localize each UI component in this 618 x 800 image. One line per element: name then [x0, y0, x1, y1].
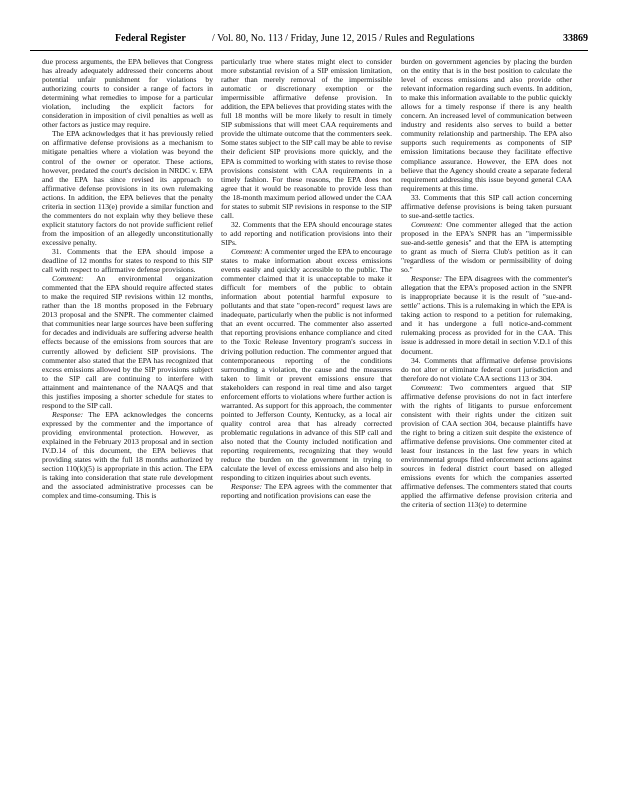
response-paragraph: [221, 482, 392, 500]
section-heading: 32. Comments that the EPA should encourage states to add reporting and notification provisions into their SIPs.: [221, 219, 392, 247]
response-paragraph: [401, 274, 572, 355]
response-text: The EPA agrees with the commenter that reporting and notification provisions can ease the: [221, 482, 392, 501]
comment-label: Comment:: [231, 246, 263, 256]
text-column-3: [401, 57, 572, 790]
paragraph: particularly true where states might elect to consider more substantial revision of a SIP emission limitation, rather than merely removal of the impermissible automatic or discretionary exemption or the impermissible affirmative defense provision. In addition, the EPA believes that providing states with the full 18 months will be more likely to result in timely SIP submissions that will meet CAA requirements and provide the ultimate outcome that the commenters seek. Some states subject to the SIP call may be able to revise their deficient SIP provisions more quickly, and the EPA is committed to working with states to revise those provisions consistent with CAA requirements in a timely fashion. For these reasons, the EPA does not agree that it would be reasonable to provide less than the 18-month maximum period allowed under the CAA for states to submit SIP revisions in response to the SIP call.: [221, 57, 392, 220]
comment-paragraph: [401, 383, 572, 510]
section-heading: 33. Comments that this SIP call action concerning affirmative defense provisions is being taken pursuant to sue-and-settle tactics.: [401, 192, 572, 220]
response-label: Response:: [411, 274, 443, 284]
comment-paragraph: [401, 220, 572, 274]
comment-text: One commenter alleged that the action proposed in the EPA's SNPR has an "impermissible sue-and-settle genesis" and that the EPA is attempting to grant as much of Sierra Club's petition as it can "regardless of the wisdom or permissibility of doing so.": [401, 219, 572, 275]
publication-title: Federal Register: [115, 33, 186, 44]
response-label: Response:: [52, 409, 84, 419]
response-paragraph: [42, 410, 213, 500]
text-column-2: [221, 57, 392, 790]
section-heading: 31. Comments that the EPA should impose a deadline of 12 months for states to respond to this SIP call with respect to affirmative defense provisions.: [42, 246, 213, 275]
issue-info: / Vol. 80, No. 113 / Friday, June 12, 2015 / Rules and Regulations: [212, 33, 475, 44]
page-header: [30, 33, 588, 47]
comment-label: Comment:: [411, 219, 443, 229]
response-label: Response:: [231, 482, 263, 492]
paragraph: burden on government agencies by placing the burden on the entity that is in the best position to calculate the level of excess emissions and also provide other relevant information regarding such events. In addition, to make this information available to the public quickly allows for a timely response if there is any health concern. An increased level of communication between industry and residents also serves to build a better community relationship and partnership. The EPA also supports such requirements as components of SIP emission limitations because they facilitate effective compliance assurance. However, the EPA does not believe that the Agency should create a separate federal requirement addressing this issue beyond general CAA requirements at this time.: [401, 57, 572, 193]
paragraph: due process arguments, the EPA believes that Congress has already adequately addressed their concerns about potential unfair punishment for violations by authorizing courts to consider a range of factors in determining what remedies to impose for a particular violation, including the explicit factors for consideration in imposition of civil penalties as well as other factors as justice may require.: [42, 57, 213, 130]
response-text: The EPA disagrees with the commenter's allegation that the EPA's proposed action in the SNPR is inappropriate because it is the result of "sue-and-settle" actions. This is a rulemaking in which the EPA is taking action to respond to a petition for rulemaking, and it has undergone a full notice-and-comment rulemaking process as provided for in the CAA. This issue is addressed in more detail in section V.D.1 of this document.: [401, 274, 572, 356]
section-heading: 34. Comments that affirmative defense provisions do not alter or eliminate federal court jurisdiction and therefore do not violate CAA sections 113 or 304.: [401, 355, 572, 383]
paragraph: The EPA acknowledges that it has previously relied on affirmative defense provisions as a mechanism to mitigate penalties where a violation was beyond the control of the owner or operator. These actions, however, predated the court's decision in NRDC v. EPA and the EPA has since revised its approach to affirmative defense provisions in its own rulemaking actions. In addition, the EPA believes that the penalty criteria in section 113(e) provide a similar function and the commenters do not explain why they believe these explicit statutory factors do not provide sufficient relief from the imposition of an allegedly unconstitutionally excessive penalty.: [42, 129, 213, 247]
header-rule: [30, 50, 588, 51]
comment-text: Two commenters argued that SIP affirmative defense provisions do not in fact interfere with the rights of litigants to pursue enforcement consistent with their rights under the citizen suit provision of CAA section 304, because plaintiffs have the right to bring a citizen suit despite the existence of affirmative defense provisions. One commenter cited at least four instances in the last few years in which environmental groups filed enforcement actions against sources in federal district court based on alleged emissions events for which the companies asserted affirmative defenses. The commenters stated that courts applied the affirmative defense provision criteria and the criteria of section 113(e) to determine: [401, 382, 572, 510]
comment-paragraph: [42, 274, 213, 410]
comment-text: An environmental organization commented that the EPA should require affected states to make the required SIP revisions within 12 months, rather than the 18 months proposed in the February 2013 proposal and the SNPR. The commenter claimed that communities near large sources have been suffering for decades and individuals are suffering adverse health effects because of the emissions from sources that are currently allowed by deficient SIP provisions. The commenter also stated that the EPA has recognized that excess emissions allowed by the SIP provisions subject to the SIP call are continuing to interfere with attainment and maintenance of the NAAQS and that this justifies imposing a shorter schedule for states to respond to the SIP call.: [42, 274, 213, 410]
comment-label: Comment:: [52, 274, 84, 284]
page-number: 33869: [563, 33, 588, 44]
comment-text: A commenter urged the EPA to encourage states to make information about excess emissions events easily and quickly accessible to the public. The commenter claimed that it is unacceptable to make it difficult for members of the public to obtain information about potential harmful exposure to pollutants and that state "open-record" request laws are inadequate, particularly when the public is not informed that an event occurred. The commenter also asserted that reporting provisions enhance compliance and cited to the Toxic Release Inventory program's success in driving pollution reduction. The commenter argued that contemporaneous reporting of the conditions surrounding a violation, the cause and the measures taken to limit or prevent emissions ensure that stakeholders can respond in real time and also target enforcement efforts to violations where further action is warranted. As support for this approach, the commenter pointed to Jefferson County, Kentucky, as a local air quality control area that has already corrected problematic regulations in advance of this SIP call and also noted that the County included notification and reporting requirements, recognizing that they would reduce the burden on the government in trying to calculate the level of excess emissions and also help in responding to citizen inquiries about such events.: [221, 246, 392, 483]
comment-paragraph: [221, 247, 392, 482]
response-text: The EPA acknowledges the concerns expressed by the commenter and the importance of providing environmental protection. However, as explained in the February 2013 proposal and in section IV.D.14 of this document, the EPA believes that providing states with the full 18 months authorized by section 110(k)(5) is appropriate in this action. The EPA is taking into consideration that state rule development and the associated administrative processes can be complex and time-consuming. This is: [42, 409, 213, 501]
text-column-1: [42, 57, 213, 790]
comment-label: Comment:: [411, 382, 443, 392]
